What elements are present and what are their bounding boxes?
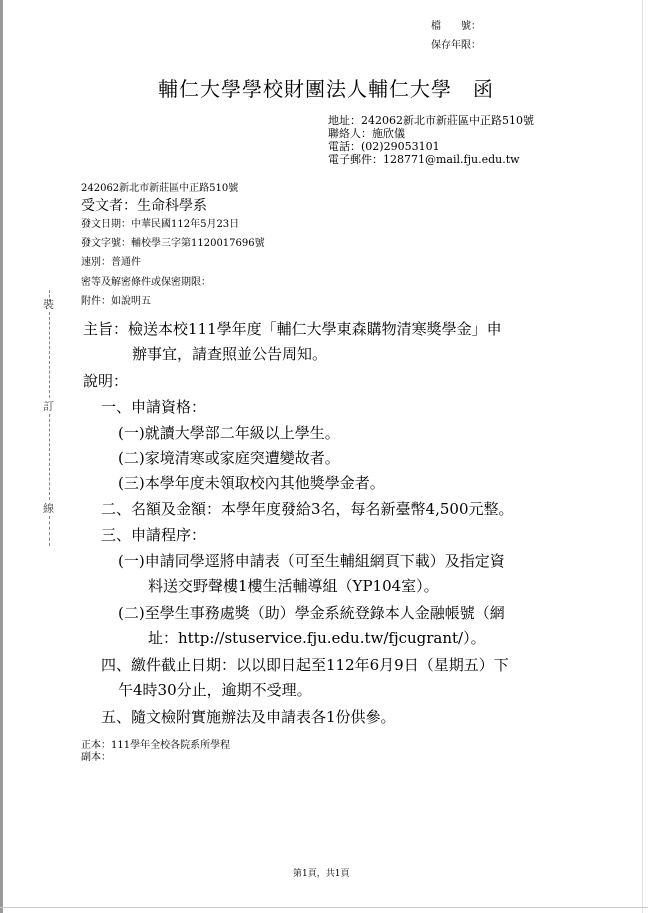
item-one: 一、申請資格： — [101, 398, 207, 416]
binding-dash — [49, 414, 50, 500]
recipient: 受文者：生命科學系 — [81, 198, 207, 214]
distribution-main: 正本：111學年全校各院系所學程 — [81, 740, 231, 751]
sender-phone: 電話：(02)29053101 — [328, 140, 440, 153]
recipient-address: 242062新北市新莊區中正路510號 — [81, 183, 239, 194]
item-three: 三、申請程序： — [101, 526, 207, 544]
security-level: 密等及解密條件或保密期限： — [81, 277, 211, 288]
item-three-b-line-1: (二)至學生事務處獎（助）學金系統登錄本人金融帳號（網 — [118, 604, 505, 622]
file-number: 檔 號： — [431, 21, 481, 32]
subject-line-1: 主旨：檢送本校111學年度「輔仁大學東森購物清寒獎學金」申 — [83, 320, 502, 338]
page-number: 第1頁，共1頁 — [293, 869, 350, 879]
item-three-a-line-1: (一)申請同學逕將申請表（可至生輔組網頁下載）及指定資 — [118, 552, 505, 570]
page-border-bottom — [0, 907, 648, 908]
sender-contact-person: 聯絡人：施欣儀 — [328, 127, 405, 140]
binding-dash — [49, 516, 50, 546]
issue-date: 發文日期：中華民國112年5月23日 — [81, 219, 240, 230]
binding-mark-ding: 訂 — [43, 400, 54, 413]
item-four-line-2: 午4時30分止，逾期不受理。 — [118, 681, 312, 699]
distribution-copy: 副本： — [81, 752, 111, 763]
item-one-b: (二)家境清寒或家庭突遭變故者。 — [118, 449, 340, 467]
document-title: 輔仁大學學校財團法人輔仁大學 函 — [158, 77, 494, 101]
document-number: 發文字號：輔校學三字第1120017696號 — [81, 238, 265, 249]
page-border-right — [642, 0, 643, 913]
item-five: 五、隨文檢附實施辦法及申請表各1份供參。 — [101, 708, 396, 726]
item-two: 二、名額及金額：本學年度發給3名，每名新臺幣4,500元整。 — [101, 500, 514, 518]
page-border-left — [0, 0, 3, 913]
item-four-line-1: 四、繳件截止日期：以以即日起至112年6月9日（星期五）下 — [101, 656, 509, 674]
item-three-a-line-2: 料送交野聲樓1樓生活輔導組（YP104室）。 — [148, 577, 439, 595]
binding-mark-zhuang: 裝 — [43, 298, 54, 311]
subject-line-2: 辦事宜，請查照並公告周知。 — [132, 345, 328, 363]
binding-mark-xian: 線 — [43, 502, 54, 515]
item-three-b-line-2: 址：http://stuservice.fju.edu.tw/fjcugrant/）。 — [148, 629, 486, 647]
delivery-speed: 速別：普通件 — [81, 257, 141, 268]
sender-email: 電子郵件：128771@mail.fju.edu.tw — [328, 153, 520, 166]
item-one-a: (一)就讀大學部二年級以上學生。 — [118, 424, 340, 442]
retention-period: 保存年限： — [431, 40, 481, 51]
item-one-c: (三)本學年度未領取校內其他獎學金者。 — [118, 474, 385, 492]
explanation-label: 說明： — [83, 372, 129, 390]
sender-address: 地址：242062新北市新莊區中正路510號 — [328, 114, 534, 127]
binding-dash — [49, 312, 50, 398]
attachment: 附件：如說明五 — [81, 296, 151, 307]
